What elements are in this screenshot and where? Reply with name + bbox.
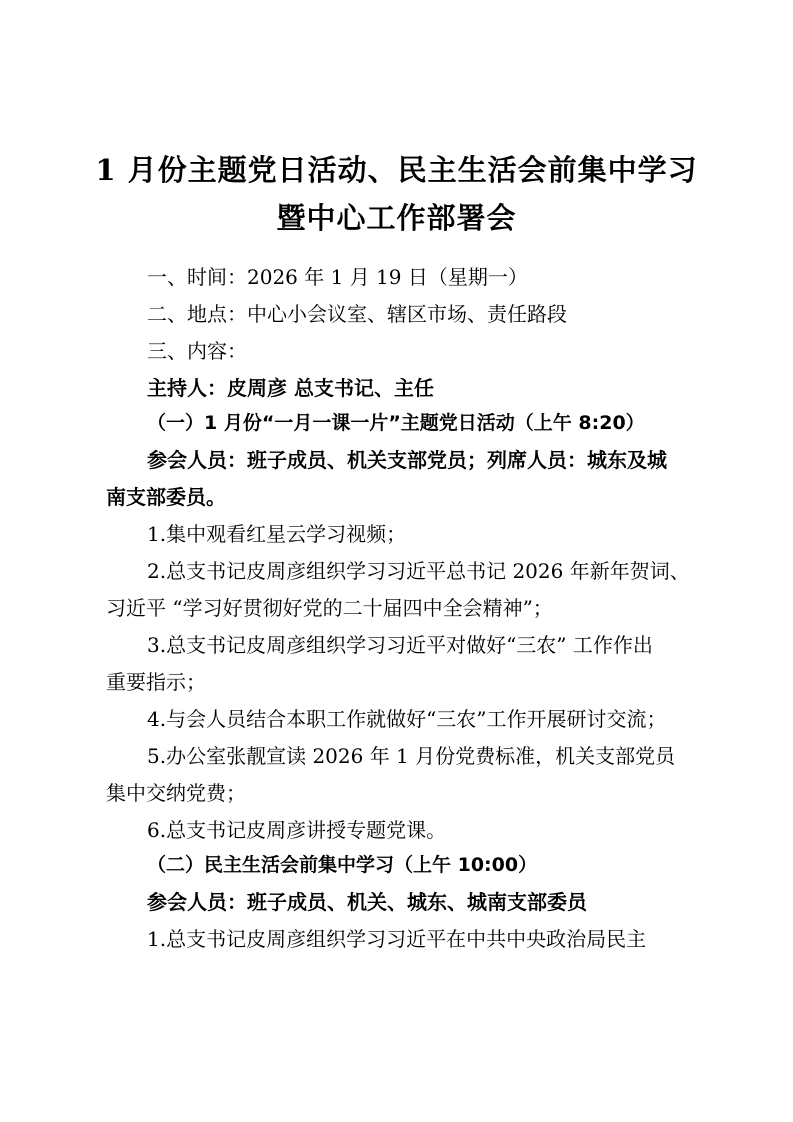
section-1-heading: （一）1 月份“一月一课一片”主题党日活动（上午 8:20）	[147, 412, 645, 434]
time-row	[147, 263, 528, 291]
host-line: 主持人：皮周彦 总支书记、主任	[147, 376, 434, 400]
section-1-item-2-line-1: 2.总支书记皮周彦组织学习习近平总书记 2026 年新年贺词、	[147, 559, 690, 583]
section-1-attendees-line-2: 南支部委员。	[106, 485, 226, 509]
section-2-item-1: 1.总支书记皮周彦组织学习习近平在中共中央政治局民主	[147, 927, 647, 951]
section-1-item-1: 1.集中观看红星云学习视频；	[147, 522, 407, 546]
document-title-line-2: 暨中心工作部署会	[276, 201, 517, 235]
section-1-item-3-line-1: 3.总支书记皮周彦组织学习习近平对做好“三农” 工作作出	[147, 633, 653, 657]
section-1-item-4: 4.与会人员结合本职工作就做好“三农”工作开展研讨交流；	[147, 707, 667, 731]
section-1-item-5-line-1: 5.办公室张靓宣读 2026 年 1 月份党费标准，机关支部党员	[147, 744, 676, 768]
content-label: 三、内容：	[147, 339, 247, 363]
section-2-heading: （二）民主生活会前集中学习（上午 10:00）	[147, 854, 538, 876]
place-row	[147, 300, 567, 328]
section-1-item-3-line-2: 重要指示；	[106, 670, 206, 694]
section-1-item-6: 6.总支书记皮周彦讲授专题党课。	[147, 818, 447, 842]
time-value: 2026 年 1 月 19 日（星期一）	[247, 265, 528, 289]
section-1-attendees-line-1: 参会人员：班子成员、机关支部党员；列席人员：城东及城	[147, 448, 667, 472]
section-1-item-5-line-2: 集中交纳党费；	[106, 781, 246, 805]
section-2-attendees: 参会人员：班子成员、机关、城东、城南支部委员	[147, 890, 587, 914]
place-value: 中心小会议室、辖区市场、责任路段	[247, 302, 567, 326]
time-label: 一、时间：	[147, 265, 247, 289]
document-title-line-1: 1 月份主题党日活动、民主生活会前集中学习	[95, 153, 698, 187]
place-label: 二、地点：	[147, 302, 247, 326]
section-1-item-2-line-2: 习近平 “学习好贯彻好党的二十届四中全会精神”；	[106, 596, 553, 620]
